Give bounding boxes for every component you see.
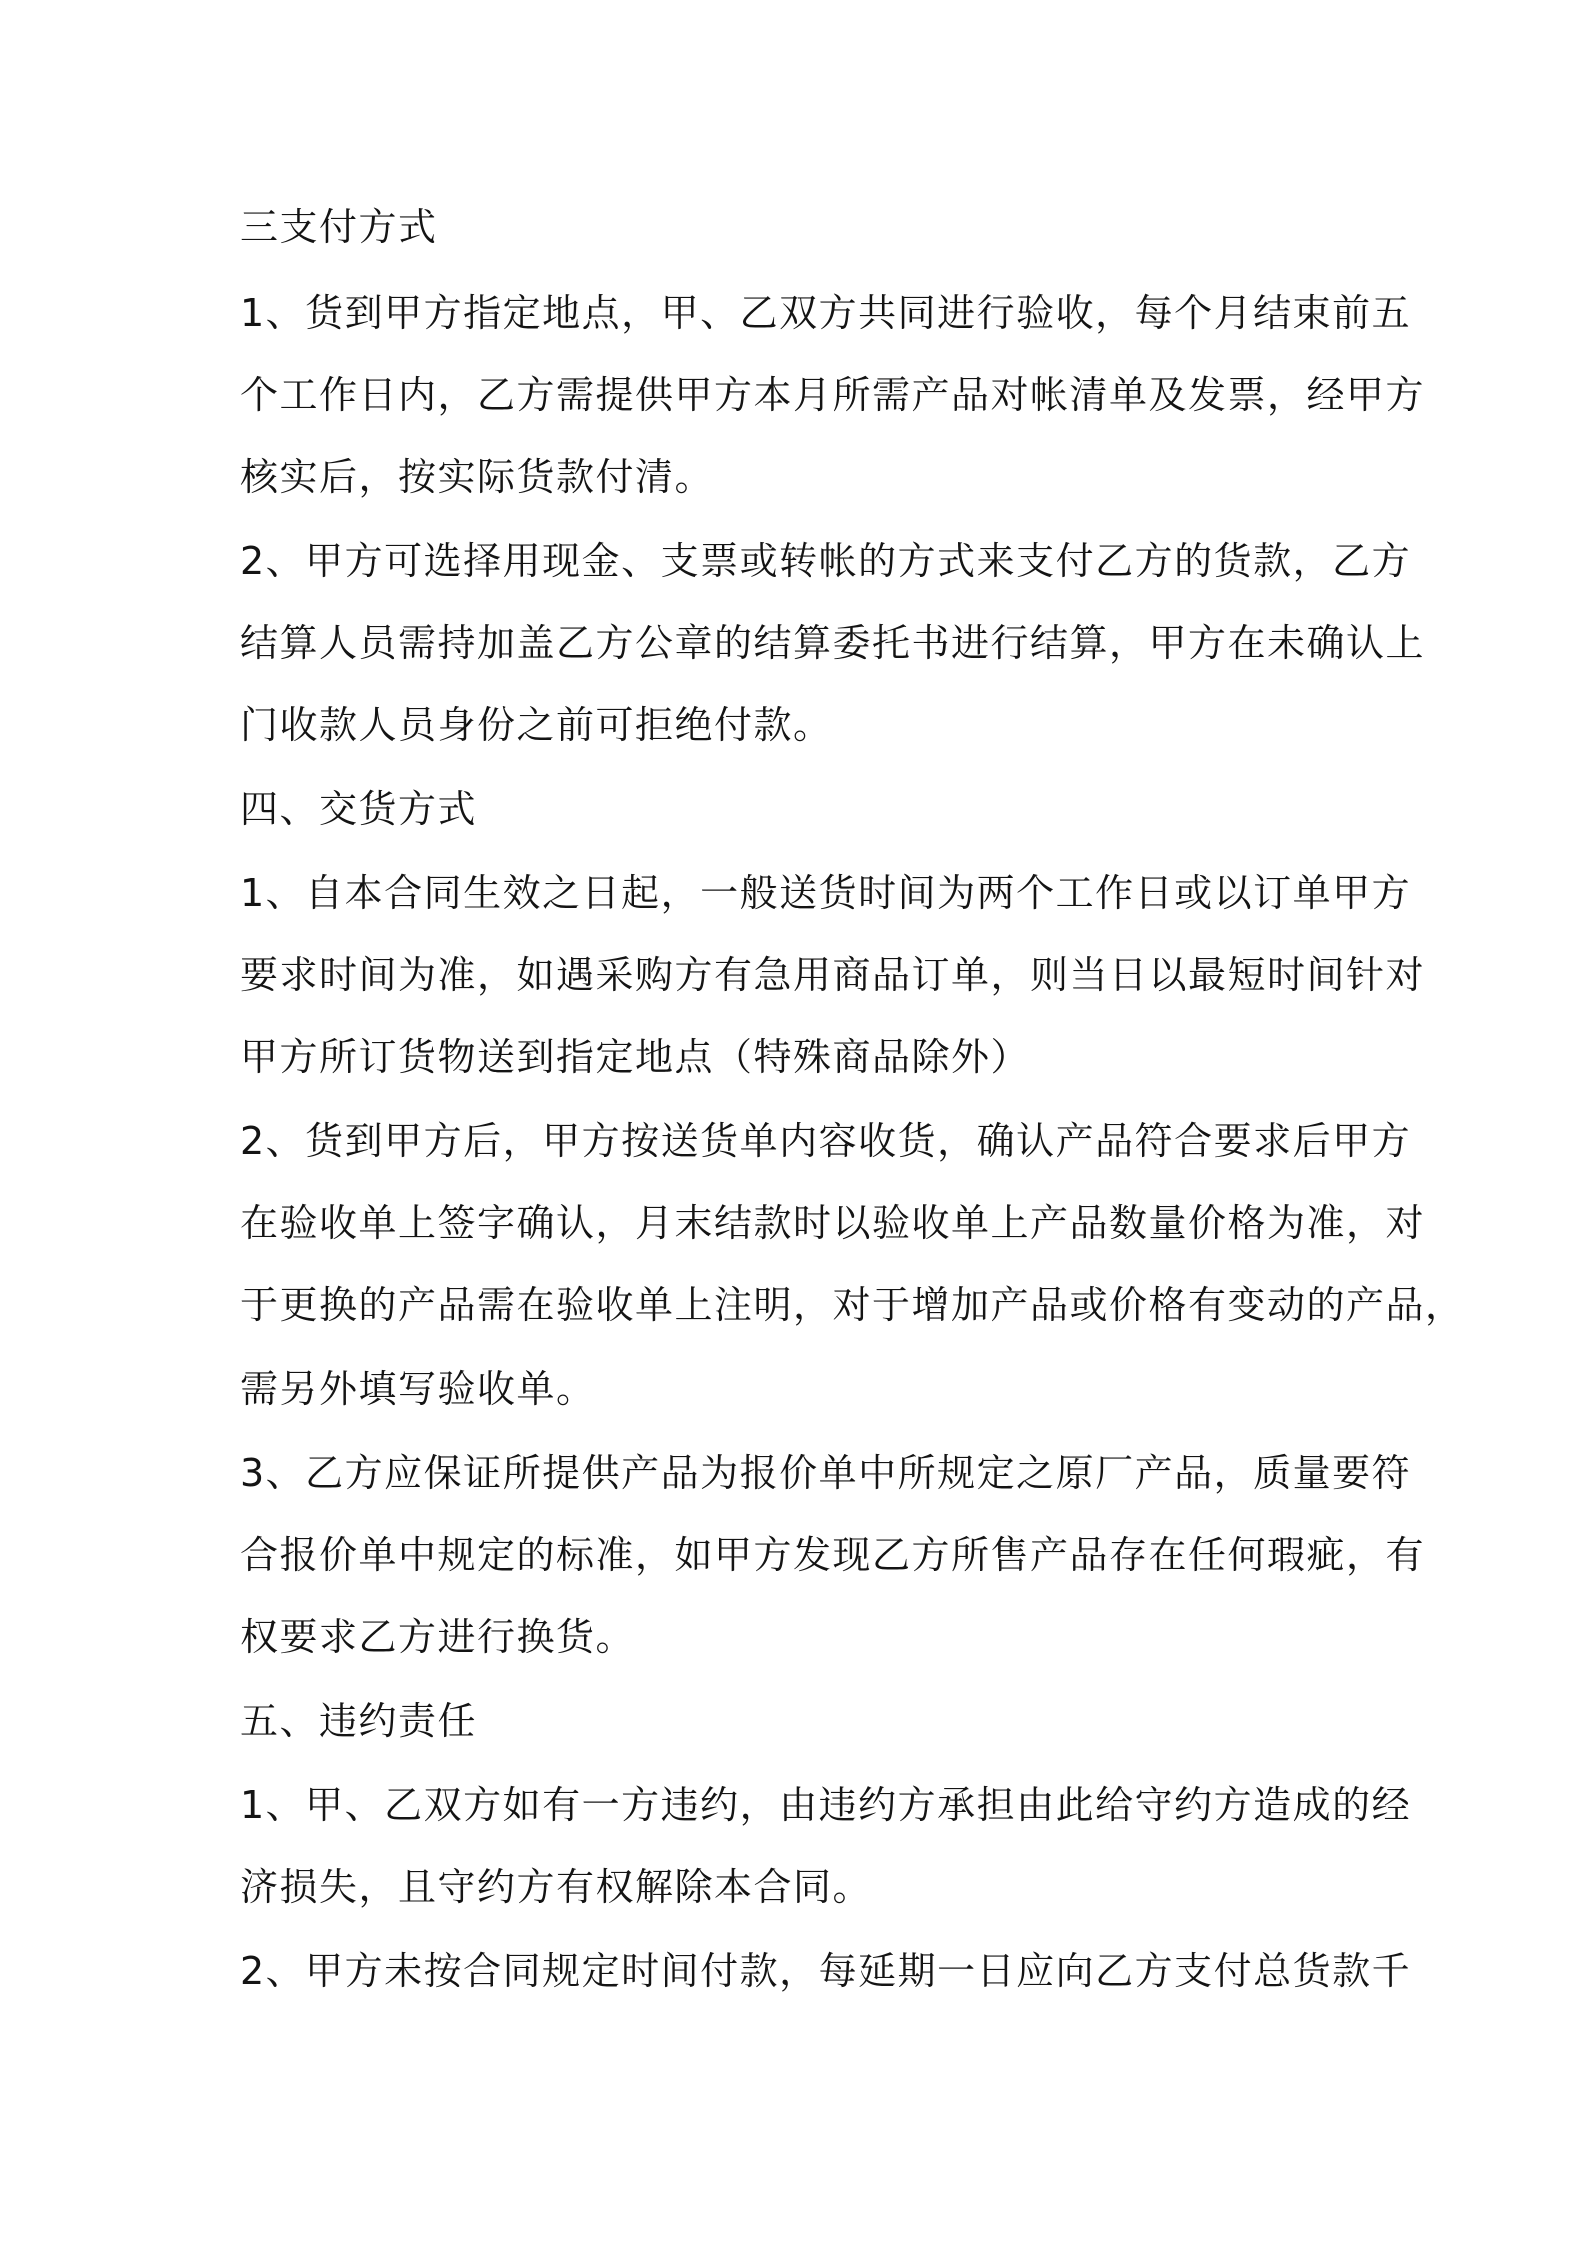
paragraph-line: 3、乙方应保证所提供产品为报价单中所规定之原厂产品，质量要符	[240, 1451, 1412, 1495]
paragraph-line: 2、甲方可选择用现金、支票或转帐的方式来支付乙方的货款，乙方	[240, 539, 1412, 583]
paragraph-line: 济损失，且守约方有权解除本合同。	[240, 1865, 873, 1909]
paragraph-line: 1、自本合同生效之日起，一般送货时间为两个工作日或以订单甲方	[240, 871, 1412, 915]
paragraph-line: 甲方所订货物送到指定地点（特殊商品除外）	[240, 1035, 1031, 1079]
paragraph-line: 门收款人员身份之前可拒绝付款。	[240, 703, 833, 747]
paragraph-line: 合报价单中规定的标准，如甲方发现乙方所售产品存在任何瑕疵，有	[240, 1533, 1426, 1577]
paragraph-line: 1、甲、乙双方如有一方违约，由违约方承担由此给守约方造成的经	[240, 1783, 1412, 1827]
paragraph-line: 2、甲方未按合同规定时间付款，每延期一日应向乙方支付总货款千	[240, 1949, 1412, 1993]
paragraph-line: 权要求乙方进行换货。	[240, 1615, 636, 1659]
paragraph-line: 2、货到甲方后，甲方按送货单内容收货，确认产品符合要求后甲方	[240, 1119, 1412, 1163]
paragraph-line: 于更换的产品需在验收单上注明，对于增加产品或价格有变动的产品，	[240, 1283, 1465, 1327]
section-heading-delivery: 四、交货方式	[240, 787, 478, 831]
section-heading-liability: 五、违约责任	[240, 1699, 478, 1743]
paragraph-line: 个工作日内，乙方需提供甲方本月所需产品对帐清单及发票，经甲方	[240, 373, 1426, 417]
paragraph-line: 核实后，按实际货款付清。	[240, 455, 715, 499]
paragraph-line: 要求时间为准，如遇采购方有急用商品订单，则当日以最短时间针对	[240, 953, 1426, 997]
paragraph-line: 需另外填写验收单。	[240, 1367, 596, 1411]
paragraph-line: 在验收单上签字确认，月末结款时以验收单上产品数量价格为准，对	[240, 1201, 1426, 1245]
section-heading-payment: 三支付方式	[240, 205, 438, 249]
paragraph-line: 结算人员需持加盖乙方公章的结算委托书进行结算，甲方在未确认上	[240, 621, 1426, 665]
paragraph-line: 1、货到甲方指定地点，甲、乙双方共同进行验收，每个月结束前五	[240, 291, 1412, 335]
